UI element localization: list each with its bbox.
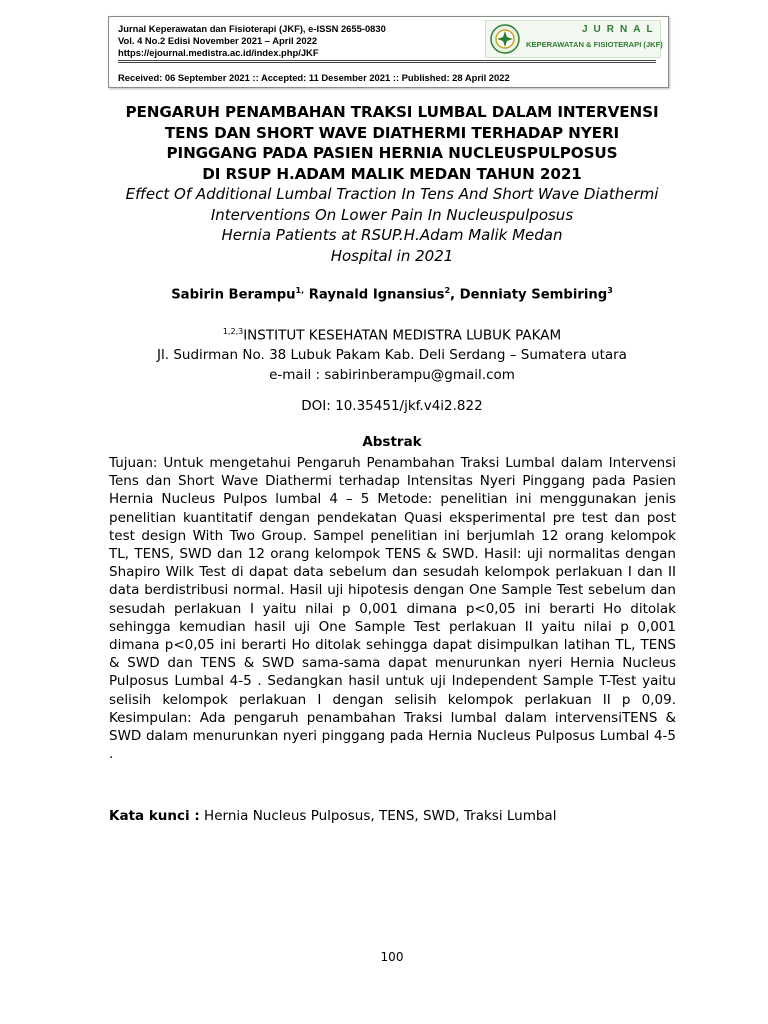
- author-list: [80, 286, 704, 302]
- publication-dates: Received: 06 September 2021 :: Accepted: 11 Desember 2021 :: Published: 28 April 2022: [118, 72, 510, 83]
- journal-emblem-icon: [490, 24, 520, 54]
- contact-email[interactable]: e-mail : sabirinberampu@gmail.com: [269, 366, 515, 383]
- author-name: , Denniaty Sembiring: [450, 287, 608, 303]
- doi-link[interactable]: DOI: 10.35451/jkf.v4i2.822: [301, 398, 483, 414]
- author-name: Sabirin Berampu: [171, 287, 296, 303]
- title-en-line: Hernia Patients at RSUP.H.Adam Malik Medan: [221, 226, 563, 244]
- abstract-text: Tujuan: Untuk mengetahui Pengaruh Penambahan Traksi Lumbal dalam Intervensi Tens dan Short Wave Diathermi terhadap Intensitas Nyeri Pinggang pada Pasien Hernia Nucleus Pulpos lumbal 4 – 5 Metode: penelitian ini menggunakan jenis penelitian kuantitatif dengan pendekatan Quasi eksperimental pre test dan post test design With Two Group. Sampel penelitian ini berjumlah 12 orang kelompok TL, TENS, SWD dan 12 orang kelompok TENS & SWD. Hasil: uji normalitas dengan Shapiro Wilk Test di dapat data sebelum dan sesudah kelompok perlakuan I dan II data berdistribusi normal. Hasil uji hipotesis dengan One Sample Test sebelum dan sesudah perlakuan I yaitu nilai p 0,001 dimana p<0,05 ini berarti Ho ditolak sehingga kemudian hasil uji One Sample Test perlakuan II yaitu nilai p 0,001 dimana p<0,05 ini berarti Ho ditolak sehingga dapat disimpulkan latihan TL, TENS & SWD dan TENS & SWD sama-sama dapat menurunkan nyeri Hernia Nucleus Pulposus Lumbal 4-5 . Sedangkan hasil untuk uji Independent Sample T-Test yaitu selisih kelompok perlakuan I dengan selisih kelompok perlakuan II p 0,09. Kesimpulan: Ada pengaruh penambahan Traksi lumbal dalam intervensiTENS & SWD dalam menurunkan nyeri pinggang pada Hernia Nucleus Pulposus Lumbal 4-5 .: [109, 455, 676, 763]
- journal-volume: Vol. 4 No.2 Edisi November 2021 – April 2022: [118, 35, 318, 46]
- title-id-line: PENGARUH PENAMBAHAN TRAKSI LUMBAL DALAM INTERVENSI: [125, 103, 659, 121]
- author-affiliation-mark: 2: [444, 286, 451, 295]
- title-id-line: PINGGANG PADA PASIEN HERNIA NUCLEUSPULPOSUS: [166, 144, 618, 162]
- logo-subtitle: KEPERAWATAN & FISIOTERAPI (JKF): [526, 40, 663, 49]
- keywords-label: Kata kunci :: [109, 808, 200, 824]
- header-divider: [118, 60, 656, 63]
- title-id-line: DI RSUP H.ADAM MALIK MEDAN TAHUN 2021: [202, 164, 582, 183]
- journal-name: Jurnal Keperawatan dan Fisioterapi (JKF), e-ISSN 2655-0830: [118, 23, 386, 34]
- author-affiliation-mark: 1,: [295, 286, 305, 295]
- page-number: 100: [380, 950, 404, 964]
- author-name: Raynald Ignansius: [304, 287, 445, 303]
- title-en-line: Effect Of Additional Lumbal Traction In Tens And Short Wave Diathermi: [125, 185, 659, 203]
- affiliation-block: [80, 322, 704, 385]
- institution-name: INSTITUT KESEHATAN MEDISTRA LUBUK PAKAM: [243, 327, 562, 344]
- institution: [80, 322, 704, 346]
- title-en-line: Hospital in 2021: [330, 246, 454, 265]
- author-affiliation-mark: 3: [607, 286, 613, 295]
- keywords: [109, 808, 676, 824]
- abstract-heading: Abstrak: [362, 434, 422, 450]
- journal-url[interactable]: https://ejournal.medistra.ac.id/index.php/JKF: [118, 47, 319, 58]
- institution-address: Jl. Sudirman No. 38 Lubuk Pakam Kab. Deli Serdang – Sumatera utara: [157, 347, 627, 363]
- keywords-value: Hernia Nucleus Pulposus, TENS, SWD, Traksi Lumbal: [199, 808, 557, 824]
- journal-header: [108, 16, 669, 88]
- affiliation-mark: 1,2,3: [222, 327, 244, 336]
- journal-logo: [485, 20, 661, 58]
- article-title: [80, 102, 704, 266]
- title-id-line: TENS DAN SHORT WAVE DIATHERMI TERHADAP NYERI: [164, 123, 620, 142]
- title-en-line: Interventions On Lower Pain In Nucleuspulposus: [210, 205, 574, 224]
- logo-word: JURNAL: [582, 24, 659, 35]
